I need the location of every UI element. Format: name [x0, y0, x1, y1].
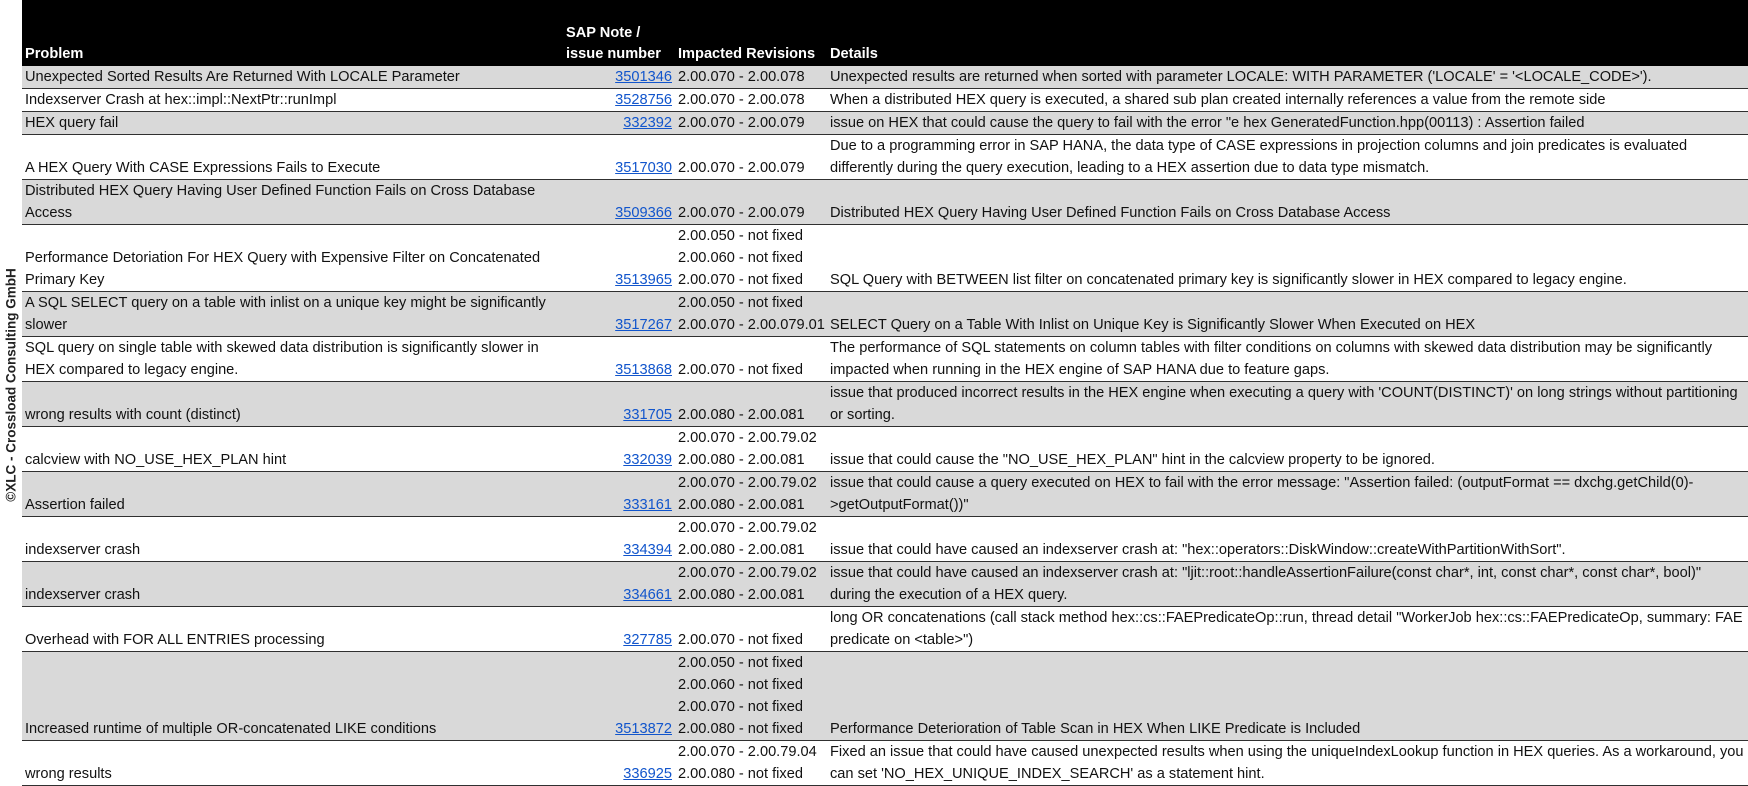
- revisions-cell: [675, 427, 827, 472]
- sap-note-link[interactable]: 3513872: [615, 721, 672, 737]
- problem-cell: A SQL SELECT query on a table with inlist on a unique key might be significantly slower: [22, 292, 563, 337]
- sap-note-link[interactable]: 334394: [623, 542, 672, 558]
- details-cell: The performance of SQL statements on column tables with filter conditions on columns with skewed data distribution may be significantly impacted when running in the HEX engine of SAP HANA due to feature gaps.: [827, 337, 1748, 382]
- revisions-cell: [675, 337, 827, 382]
- header-sap-note[interactable]: SAP Note / issue number: [563, 0, 675, 66]
- sap-note-link[interactable]: 333161: [623, 497, 672, 513]
- table-row: [22, 472, 1748, 517]
- revisions-cell: [675, 741, 827, 786]
- table-row: [22, 741, 1748, 786]
- revision-range: 2.00.070 - 2.00.79.02: [678, 475, 817, 491]
- problem-cell: indexserver crash: [22, 517, 563, 562]
- revision-range: 2.00.070 - 2.00.079: [678, 115, 805, 131]
- revision-range: 2.00.080 - not fixed: [678, 721, 803, 737]
- problem-cell: Overhead with FOR ALL ENTRIES processing: [22, 607, 563, 652]
- revision-range: 2.00.070 - not fixed: [678, 699, 803, 715]
- details-cell: long OR concatenations (call stack method hex::cs::FAEPredicateOp::run, thread detail "WorkerJob hex::cs::FAEPredicateOp, summary: FAE predicate on <table>"): [827, 607, 1748, 652]
- problem-cell: wrong results with count (distinct): [22, 382, 563, 427]
- sap-note-link[interactable]: 332392: [623, 115, 672, 131]
- revisions-cell: [675, 66, 827, 89]
- revision-range: 2.00.060 - not fixed: [678, 677, 803, 693]
- sap-note-cell: [563, 741, 675, 786]
- revisions-cell: [675, 652, 827, 741]
- details-cell: SQL Query with BETWEEN list filter on concatenated primary key is significantly slower in HEX compared to legacy engine.: [827, 225, 1748, 292]
- header-details[interactable]: Details: [827, 0, 1748, 66]
- details-cell: When a distributed HEX query is executed, a shared sub plan created internally references a value from the remote side: [827, 89, 1748, 112]
- revision-range: 2.00.070 - 2.00.79.02: [678, 565, 817, 581]
- sap-note-cell: [563, 607, 675, 652]
- sap-note-link[interactable]: 331705: [623, 407, 672, 423]
- revisions-cell: [675, 135, 827, 180]
- revision-range: 2.00.050 - not fixed: [678, 295, 803, 311]
- table-row: [22, 607, 1748, 652]
- details-cell: issue that produced incorrect results in the HEX engine when executing a query with 'COUNT(DISTINCT)' on long strings without partitioning or sorting.: [827, 382, 1748, 427]
- sap-note-link[interactable]: 3509366: [615, 205, 672, 221]
- revisions-cell: [675, 89, 827, 112]
- problem-cell: Indexserver Crash at hex::impl::NextPtr::runImpl: [22, 89, 563, 112]
- revision-range: 2.00.080 - 2.00.081: [678, 542, 805, 558]
- table-row: [22, 517, 1748, 562]
- copyright-label: ©XLC - Crossload Consulting GmbH: [3, 268, 19, 502]
- revision-range: 2.00.080 - not fixed: [678, 766, 803, 782]
- sap-note-cell: [563, 337, 675, 382]
- problem-cell: Increased runtime of multiple OR-concatenated LIKE conditions: [22, 652, 563, 741]
- problem-cell: calcview with NO_USE_HEX_PLAN hint: [22, 427, 563, 472]
- problem-cell: SQL query on single table with skewed data distribution is significantly slower in HEX compared to legacy engine.: [22, 337, 563, 382]
- details-cell: issue that could have caused an indexserver crash at: "hex::operators::DiskWindow::createWithPartitionWithSort".: [827, 517, 1748, 562]
- problem-cell: Assertion failed: [22, 472, 563, 517]
- sap-note-cell: [563, 180, 675, 225]
- sap-note-cell: [563, 562, 675, 607]
- problem-cell: HEX query fail: [22, 112, 563, 135]
- details-cell: Unexpected results are returned when sorted with parameter LOCALE: WITH PARAMETER ('LOCALE' = '<LOCALE_CODE>').: [827, 66, 1748, 89]
- revision-range: 2.00.050 - not fixed: [678, 228, 803, 244]
- revision-range: 2.00.070 - 2.00.078: [678, 92, 805, 108]
- table-row: [22, 652, 1748, 741]
- sap-note-link[interactable]: 3528756: [615, 92, 672, 108]
- problem-cell: indexserver crash: [22, 562, 563, 607]
- side-watermark: [0, 0, 22, 771]
- revision-range: 2.00.050 - not fixed: [678, 655, 803, 671]
- revision-range: 2.00.070 - 2.00.79.02: [678, 520, 817, 536]
- sap-note-cell: [563, 135, 675, 180]
- revision-range: 2.00.070 - 2.00.079.01: [678, 317, 825, 333]
- table-row: [22, 427, 1748, 472]
- revision-range: 2.00.070 - 2.00.078: [678, 69, 805, 85]
- problem-cell: wrong results: [22, 741, 563, 786]
- details-cell: issue that could have caused an indexserver crash at: "ljit::root::handleAssertionFailure(const char*, int, const char*, const char*, bool)" during the execution of a HEX query.: [827, 562, 1748, 607]
- sap-note-link[interactable]: 3517030: [615, 160, 672, 176]
- sap-note-cell: [563, 427, 675, 472]
- table-row: [22, 66, 1748, 89]
- table-row: [22, 135, 1748, 180]
- sap-note-cell: [563, 292, 675, 337]
- header-impacted-revisions[interactable]: Impacted Revisions: [675, 0, 827, 66]
- sap-note-link[interactable]: 3513868: [615, 362, 672, 378]
- problem-cell: Distributed HEX Query Having User Defined Function Fails on Cross Database Access: [22, 180, 563, 225]
- sap-note-cell: [563, 382, 675, 427]
- table-row: [22, 382, 1748, 427]
- revision-range: 2.00.070 - 2.00.079: [678, 160, 805, 176]
- details-cell: Distributed HEX Query Having User Defined Function Fails on Cross Database Access: [827, 180, 1748, 225]
- problem-cell: Unexpected Sorted Results Are Returned With LOCALE Parameter: [22, 66, 563, 89]
- table-row: [22, 112, 1748, 135]
- details-cell: issue on HEX that could cause the query to fail with the error "e hex GeneratedFunction.hpp(00113) : Assertion failed: [827, 112, 1748, 135]
- revision-range: 2.00.070 - not fixed: [678, 272, 803, 288]
- revision-range: 2.00.070 - 2.00.079: [678, 205, 805, 221]
- table-row: [22, 562, 1748, 607]
- sap-note-cell: [563, 517, 675, 562]
- revision-range: 2.00.070 - not fixed: [678, 632, 803, 648]
- revisions-cell: [675, 180, 827, 225]
- header-problem[interactable]: Problem: [22, 0, 563, 66]
- table-row: [22, 89, 1748, 112]
- hex-issues-table: [22, 0, 1748, 786]
- revisions-cell: [675, 225, 827, 292]
- revision-range: 2.00.060 - not fixed: [678, 250, 803, 266]
- table-row: [22, 225, 1748, 292]
- details-cell: SELECT Query on a Table With Inlist on Unique Key is Significantly Slower When Executed on HEX: [827, 292, 1748, 337]
- sap-note-link[interactable]: 3513965: [615, 272, 672, 288]
- sap-note-cell: [563, 472, 675, 517]
- details-cell: Fixed an issue that could have caused unexpected results when using the uniqueIndexLookup function in HEX queries. As a workaround, you can set 'NO_HEX_UNIQUE_INDEX_SEARCH' as a statement hint.: [827, 741, 1748, 786]
- sap-note-link[interactable]: 3501346: [615, 69, 672, 85]
- table-row: [22, 292, 1748, 337]
- sap-note-cell: [563, 225, 675, 292]
- details-cell: issue that could cause a query executed on HEX to fail with the error message: "Assertion failed: (outputFormat == dxchg.getChild(0)->getOutputFormat())": [827, 472, 1748, 517]
- revision-range: 2.00.080 - 2.00.081: [678, 452, 805, 468]
- sap-note-cell: [563, 66, 675, 89]
- table-row: [22, 337, 1748, 382]
- details-cell: Due to a programming error in SAP HANA, the data type of CASE expressions in projection columns and join predicates is evaluated differently during the query execution, leading to a HEX assertion due to data type mismatch.: [827, 135, 1748, 180]
- sap-note-link[interactable]: 334661: [623, 587, 672, 603]
- table-row: [22, 180, 1748, 225]
- sap-note-cell: [563, 652, 675, 741]
- revisions-cell: [675, 562, 827, 607]
- problem-cell: A HEX Query With CASE Expressions Fails to Execute: [22, 135, 563, 180]
- sap-note-link[interactable]: 332039: [623, 452, 672, 468]
- revisions-cell: [675, 517, 827, 562]
- sap-note-cell: [563, 112, 675, 135]
- revisions-cell: [675, 112, 827, 135]
- revision-range: 2.00.080 - 2.00.081: [678, 407, 805, 423]
- sap-note-link[interactable]: 327785: [623, 632, 672, 648]
- details-cell: Performance Deterioration of Table Scan in HEX When LIKE Predicate is Included: [827, 652, 1748, 741]
- revisions-cell: [675, 472, 827, 517]
- sap-note-link[interactable]: 3517267: [615, 317, 672, 333]
- sap-note-cell: [563, 89, 675, 112]
- revision-range: 2.00.070 - 2.00.79.02: [678, 430, 817, 446]
- header-row: [22, 0, 1748, 66]
- revision-range: 2.00.080 - 2.00.081: [678, 587, 805, 603]
- sap-note-link[interactable]: 336925: [623, 766, 672, 782]
- revision-range: 2.00.080 - 2.00.081: [678, 497, 805, 513]
- revision-range: 2.00.070 - 2.00.79.04: [678, 744, 817, 760]
- details-cell: issue that could cause the "NO_USE_HEX_PLAN" hint in the calcview property to be ignored.: [827, 427, 1748, 472]
- revisions-cell: [675, 607, 827, 652]
- revision-range: 2.00.070 - not fixed: [678, 362, 803, 378]
- revisions-cell: [675, 382, 827, 427]
- problem-cell: Performance Detoriation For HEX Query with Expensive Filter on Concatenated Primary Key: [22, 225, 563, 292]
- revisions-cell: [675, 292, 827, 337]
